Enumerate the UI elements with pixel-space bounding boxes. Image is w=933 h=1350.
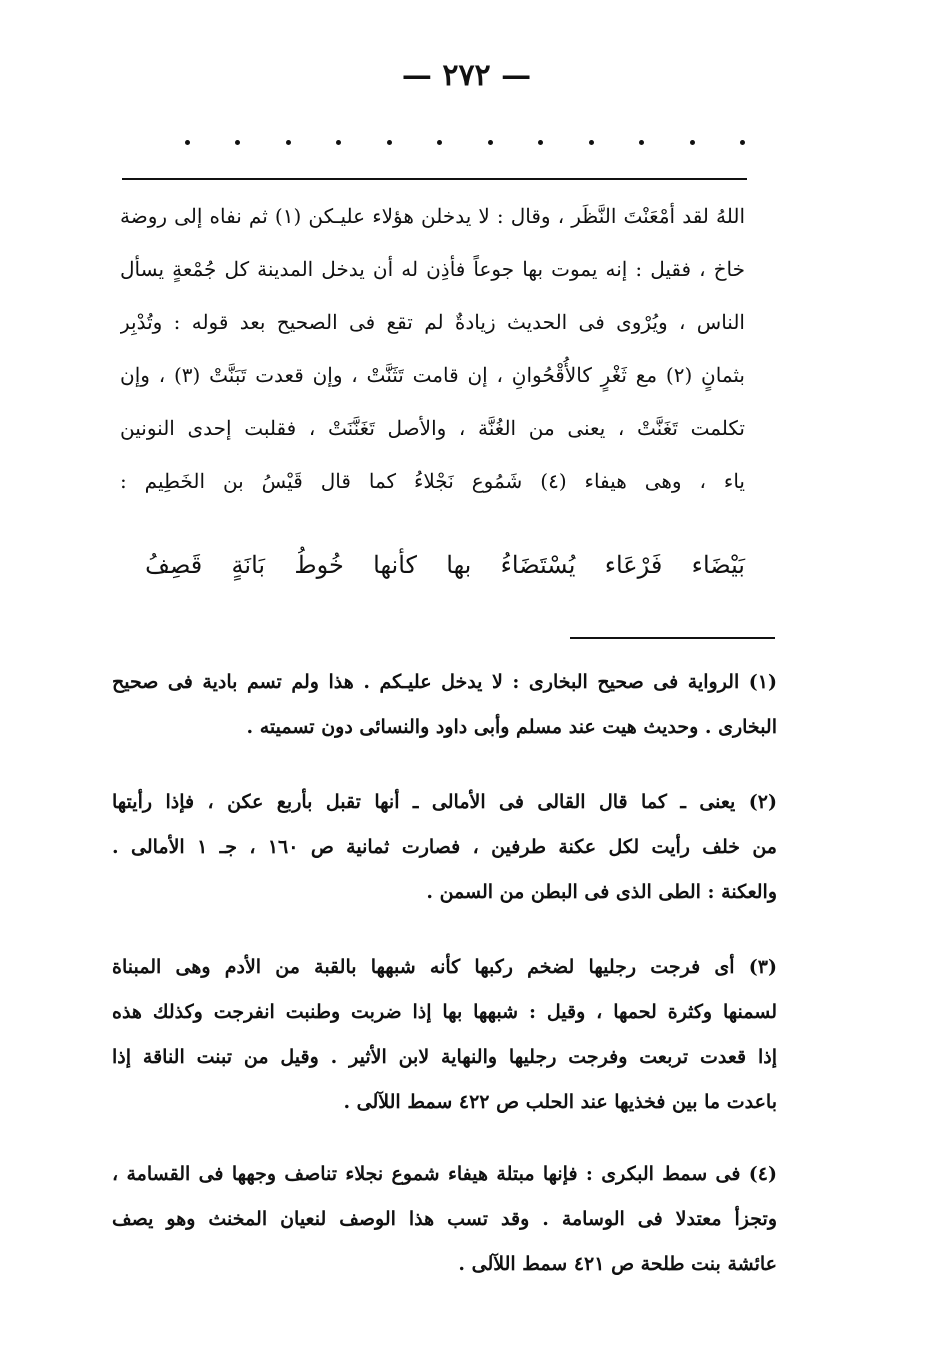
footnote-1 <box>112 660 777 750</box>
verse-word: خُوطُ <box>294 551 344 579</box>
main-text-line: اللهُ لقد أمْعَنْتَ النَّظَر ، وقال : لا يدخلن هؤلاء عليـكن (١) ثم نفاه إلى روضة <box>120 204 745 228</box>
footnote-4 <box>112 1152 777 1287</box>
ornament-dot <box>185 140 190 145</box>
footnote-line: باعدت ما بين فخذيها عند الحلب ص ٤٢٢ سمط اللآلى . <box>343 1091 777 1113</box>
ornament-dot <box>488 140 493 145</box>
footnote-line: (١) الرواية فى صحيح البخارى : لا يدخل عليـكم . هذا ولم تسم بادية فى صحيح <box>112 671 777 693</box>
ornament-dot <box>387 140 392 145</box>
main-text-line: بثمانٍ (٢) مع ثَغْرٍ كالأُقْحُوانِ ، إن قامت تَثَنَّتْ ، وإن قعدت تَبَنَّتْ (٣) ، وإن <box>120 363 745 387</box>
main-text-line: ياء ، وهى هيفاء (٤) شَمُوع نَجْلاءُ كما قال قَيْسُ بن الخَطِيم : <box>120 469 745 493</box>
ornament-dot <box>235 140 240 145</box>
footnote-line: (٤) فى سمط البكرى : فإنها مبتلة هيفاء شموع نجلاء تناصف وجهها فى القسامة ، <box>112 1163 777 1185</box>
footnote-line: (٢) يعنى ـ كما قال القالى فى الأمالى ـ أنها تقبل بأربع عكن ، فإذا رأيتها <box>112 791 777 813</box>
main-text <box>120 190 745 508</box>
main-text-line: الناس ، ويُرْوى فى الحديث زيادةٌ لم تقع فى الصحيح بعد قوله : وتُدْبِر <box>120 310 745 334</box>
verse-word: بها <box>446 551 472 579</box>
verse-word: قَصِفُ <box>145 551 203 579</box>
verse-word: يُسْتَضَاءُ <box>500 551 576 579</box>
verse-word: بَيْضَاء <box>691 551 745 579</box>
footnote-separator <box>570 637 775 639</box>
ornament-dot <box>740 140 745 145</box>
footnote-2 <box>112 780 777 915</box>
ornamental-dot-row <box>185 140 745 145</box>
ornament-dot <box>336 140 341 145</box>
poetry-verse <box>145 540 745 590</box>
footnote-3 <box>112 945 777 1125</box>
footnote-line: وتجزأ معتدلا فى الوسامة . وقد تسب هذا الوصف لنعيان المخنث وهو يصف <box>112 1208 777 1230</box>
verse-word: كأنها <box>373 551 417 579</box>
verse-word: فَرْعَاء <box>604 551 663 579</box>
footnote-line: والعكنة : الطى الذى فى البطن من السمن . <box>426 881 777 903</box>
footnote-line: إذا قعدت تربعت وفرجت رجليها والنهاية لابن الأثير . وقيل من تبنت الناقة إذا <box>112 1046 777 1068</box>
verse-word: بَانَةٍ <box>231 551 266 579</box>
page-number: — ٢٧٢ — <box>401 58 532 93</box>
footnote-line: من خلف رأيت لكل عكنة طرفين ، فصارت ثمانية ص ١٦٠ ، جـ ١ الأمالى . <box>112 836 777 858</box>
main-text-line: تكلمت تَغَنَّتْ ، يعنى من الغُنَّة ، والأصل تَغَنَّنَتْ ، فقلبت إحدى النونين <box>120 416 745 440</box>
footnote-line: البخارى . وحديث هيت عند مسلم وأبى داود والنسائى دون تسميته . <box>246 716 777 738</box>
footnote-line: (٣) أى فرجت رجليها لضخم ركبها كأنه شبهها بالقبة من الأدم وهى المبناة <box>112 956 777 978</box>
main-text-line: خاخ ، فقيل : إنه يموت بها جوعاً فأذِن له أن يدخل المدينة كل جُمْعةٍ يسأل <box>120 257 745 281</box>
ornament-dot <box>286 140 291 145</box>
ornament-dot <box>589 140 594 145</box>
footnote-line: لسمنها وكثرة لحمها ، وقيل : شبهها بها إذا ضربت وطنبت انفرجت وكذلك هذه <box>112 1001 777 1023</box>
ornament-dot <box>690 140 695 145</box>
ornament-dot <box>437 140 442 145</box>
footnote-line: عائشة بنت طلحة ص ٤٢١ سمط اللآلى . <box>458 1253 777 1275</box>
ornament-dot <box>538 140 543 145</box>
header-rule <box>122 178 747 180</box>
ornament-dot <box>639 140 644 145</box>
